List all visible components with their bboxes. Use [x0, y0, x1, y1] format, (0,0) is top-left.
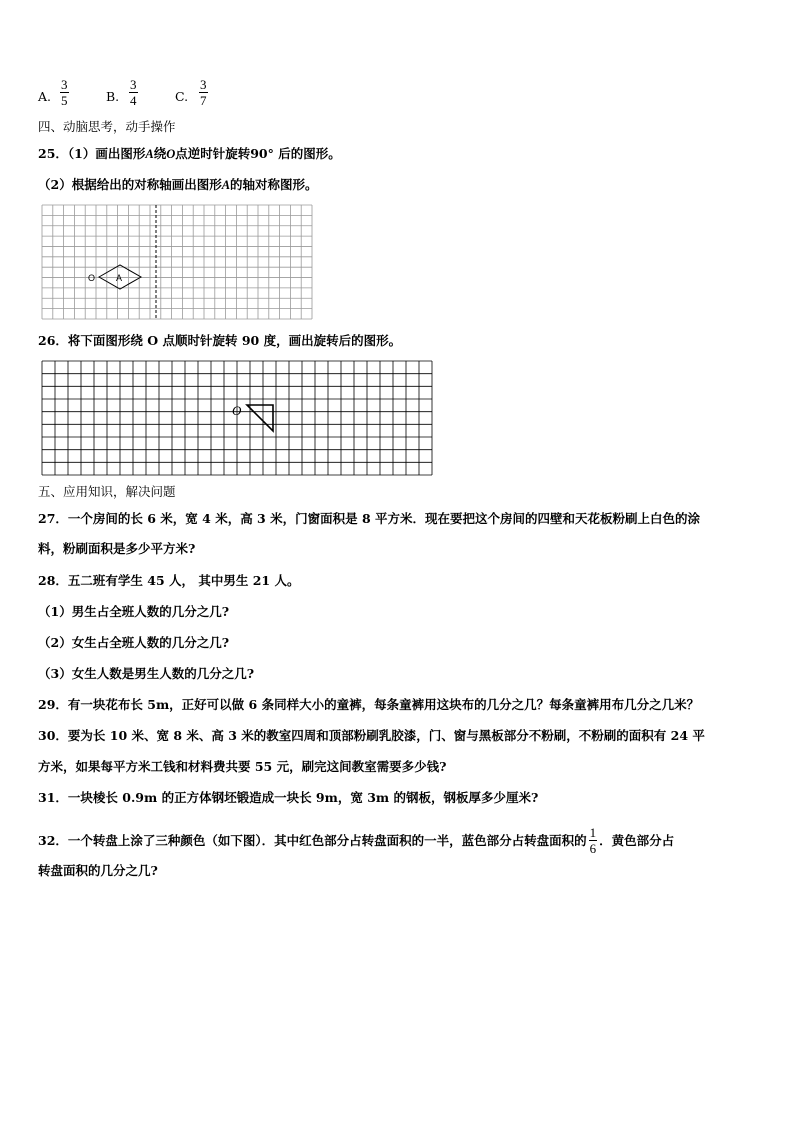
q25-grid [42, 205, 312, 319]
option-b-fraction [129, 78, 138, 107]
q28-part2: （2）女生占全班人数的几分之几? [38, 635, 230, 650]
q28-part3: （3）女生人数是男生人数的几分之几? [38, 666, 255, 681]
option-a-numerator: 3 [61, 77, 68, 92]
option-a-fraction [60, 78, 69, 107]
q32-fraction [589, 826, 598, 855]
option-b-denominator: 4 [130, 93, 137, 108]
q28-part1: （1）男生占全班人数的几分之几? [38, 604, 230, 619]
q32-line1-pre: 32．一个转盘上涂了三种颜色（如下图）．其中红色部分占转盘面积的一半，蓝色部分占转盘面积的 [38, 833, 587, 848]
q26-grid [42, 361, 432, 475]
q32-line2: 转盘面积的几分之几? [38, 863, 158, 878]
option-c-label: C. [175, 89, 189, 104]
q25-part1 [38, 146, 341, 162]
section-4-title: 四、动脑思考，动手操作 [38, 119, 176, 134]
option-c-fraction [199, 78, 208, 107]
q25-part2-post: 的轴对称图形。 [230, 177, 318, 192]
q28-stem: 28．五二班有学生 45 人， 其中男生 21 人。 [38, 573, 300, 588]
option-c-denominator: 7 [200, 93, 207, 108]
option-b-numerator: 3 [130, 77, 137, 92]
q32-fraction-denominator: 6 [589, 841, 597, 856]
q25-part1-pre: 25．（1）画出图形 [38, 146, 146, 161]
section-5-title: 五、应用知识，解决问题 [38, 484, 176, 499]
q25-part2-pre: （2）根据给出的对称轴画出图形 [38, 177, 222, 192]
q27-line1: 27．一个房间的长 6 米，宽 4 米，高 3 米，门窗面积是 8 平方米．现在要把这个房间的四壁和天花板粉刷上白色的涂 [38, 511, 701, 526]
q30-line2: 方米，如果每平方米工钱和材料费共要 55 元，刷完这间教室需要多少钱? [38, 759, 447, 774]
q25-part1-mid: 绕 [153, 146, 167, 161]
q25-part1-A: A [145, 147, 154, 161]
q32-fraction-numerator: 1 [589, 825, 597, 840]
q25-part2 [38, 177, 318, 193]
q25-label-O: O [88, 273, 96, 283]
q25-part1-post: 点逆时针旋转90° 后的图形。 [175, 146, 341, 161]
q32-line1-post: ．黄色部分占 [599, 833, 675, 848]
option-c-numerator: 3 [200, 77, 207, 92]
q31-text: 31．一块棱长 0.9m 的正方体钢坯锻造成一块长 9m，宽 3m 的钢板，钢板厚多少厘米? [38, 790, 539, 805]
option-a-label: A. [38, 89, 52, 104]
q29-text: 29．有一块花布长 5m，正好可以做 6 条同样大小的童裤，每条童裤用这块布的几分之几？每条童裤用布几分之几米？ [38, 697, 700, 712]
q27-line2: 料，粉刷面积是多少平方米? [38, 541, 196, 556]
q30-line1: 30．要为长 10 米、宽 8 米、高 3 米的教室四周和顶部粉刷乳胶漆，门、窗与黑板部分不粉刷，不粉刷的面积有 24 平 [38, 728, 705, 743]
option-a-denominator: 5 [61, 93, 68, 108]
q25-part1-O: O [166, 147, 176, 161]
option-b-label: B. [106, 89, 120, 104]
q26-shape [247, 405, 273, 431]
q25-part2-A: A [221, 178, 231, 192]
q26-text: 26．将下面图形绕 O 点顺时针旋转 90 度，画出旋转后的图形。 [38, 333, 402, 348]
q32-line1 [38, 826, 674, 855]
q26-label-O: O [232, 403, 242, 418]
q25-label-A: A [116, 273, 123, 283]
